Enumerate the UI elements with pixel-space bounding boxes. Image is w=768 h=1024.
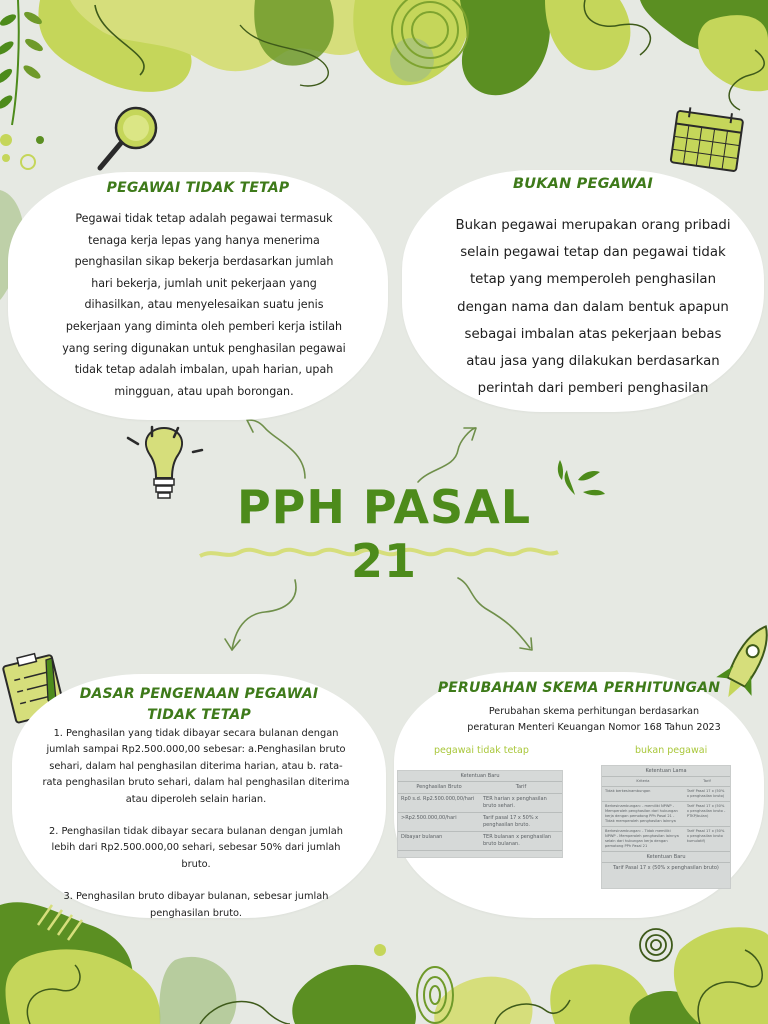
table-cell: TER harian x penghasilan bruto sehari. [480, 794, 562, 813]
grass-sprout-icon [558, 460, 605, 495]
arrow-to-pegawai-tidak-tetap [247, 414, 305, 478]
table-row [398, 794, 562, 813]
blob-top-circle [390, 38, 434, 82]
table-row [602, 802, 730, 827]
dot-decoration [21, 155, 35, 169]
table-row [398, 832, 562, 851]
spiral-icon [640, 929, 672, 961]
text-line: tidak tetap adalah imbalan, upah harian, upah [74, 363, 334, 377]
label-pegawai-tidak-tetap: pegawai tidak tetap [434, 745, 529, 756]
card-text [40, 726, 352, 938]
label-bukan-pegawai: bukan pegawai [635, 745, 708, 756]
table-row [602, 787, 730, 802]
table-row [602, 827, 730, 852]
card-heading: PEGAWAI TIDAK TETAP [106, 180, 290, 196]
card-dasar-pengenaan [12, 674, 386, 918]
text-line: dihasilkan, atau menyelesaikan suatu jenis [84, 298, 324, 312]
blob-bottom-lime-center [434, 977, 532, 1024]
leaf-branch-icon [0, 0, 45, 125]
text-line: Pegawai tidak tetap adalah pegawai termasuk [75, 212, 333, 225]
list-item: 3. Penghasilan bruto dibayar bulanan, sebesar jumlah penghasilan bruto. [63, 891, 329, 919]
text-line: mingguan, atau upah borongan. [114, 384, 294, 398]
table-header: Kriteria [602, 777, 684, 787]
blob-bottom-sage [159, 957, 236, 1024]
table-cell: Tidak berkesinambungan [602, 787, 684, 802]
text-line: yang sering digunakan untuk penghasilan pegawai [62, 341, 346, 355]
dot-decoration [374, 944, 386, 956]
arrow-to-bukan-pegawai [418, 428, 476, 482]
table-cell: Tarif Pasal 17 x (50% x penghasilan bruto kumulatif) [684, 827, 730, 852]
text-line: pekerjaan yang diminta oleh pemberi kerja istilah [65, 319, 343, 333]
table-cell: Tarif Pasal 17 x (50% x penghasilan bruto - PTKP/bulan) [684, 802, 730, 827]
table-cell: Tarif Pasal 17 x (50% x penghasilan bruto) [684, 787, 730, 802]
text-line: hari bekerja, jumlah unit pekerjaan yang [91, 276, 317, 290]
card-bukan-pegawai [402, 170, 764, 412]
table-header: Tarif [684, 777, 730, 787]
table-caption: Ketentuan Baru [602, 852, 730, 863]
arrow-to-dasar-pengenaan [225, 580, 296, 650]
table-header-row [398, 782, 562, 794]
table-cell: >Rp2.500.000,00/hari [398, 813, 480, 832]
card-heading: DASAR PENGENAAN PEGAWAI TIDAK TETAP [79, 686, 319, 723]
blob-bottom-green-center [292, 965, 416, 1024]
card-pegawai-tidak-tetap [8, 172, 388, 420]
card-heading: PERUBAHAN SKEMA PERHITUNGAN [437, 680, 721, 696]
page-title: PPH PASAL 21 [236, 480, 532, 588]
text-line: dengan nama dan dalam bentuk apapun [457, 299, 729, 315]
list-item: 1. Penghasilan yang tidak dibayar secara bulanan dengan jumlah sampai Rp2.500.000,00 sebesar: a.Penghasilan bruto sehari, dalam hal penghasilan diterima harian, atau b. rata-rata penghasilan bruto sehari, dalam hal penghasilan diterima atau diperoleh selain harian. [42, 728, 350, 805]
card-intro-text: Perubahan skema perhitungan berdasarkan peraturan Menteri Keuangan Nomor 168 Tahun 2023 [467, 706, 721, 733]
dot-decoration [2, 154, 10, 162]
table-ketentuan-lama [601, 765, 731, 889]
text-line: selain pegawai tetap dan pegawai tidak [460, 245, 726, 261]
table-cell: Tarif pasal 17 x 50% x penghasilan bruto. [480, 813, 562, 832]
text-line: sebagai imbalan atas pekerjaan bebas [464, 326, 722, 342]
blob-bottom-lime-left [6, 949, 161, 1024]
table-header: Tarif [480, 782, 562, 794]
blob-top-lime-corner [698, 15, 768, 91]
blob-top-lime-right [545, 0, 630, 70]
text-line: tenaga kerja lepas yang hanya menerima [88, 233, 320, 247]
table-caption: Ketentuan Lama [602, 766, 730, 777]
table-cell: Tarif Pasal 17 x (50% x penghasilan bruto) [613, 865, 719, 871]
table-cell: Dibayar bulanan [398, 832, 480, 851]
table-row [398, 813, 562, 832]
magnifier-icon [100, 108, 156, 168]
text-line: Bukan pegawai merupakan orang pribadi [455, 218, 731, 233]
table-cell: Berkesinambungan: - memiliki NPWP - Memperoleh penghasilan dari hubungan kerja dengan pemotong PPh Pasal 21 - Tidak memperoleh penghasilan lainnya [602, 802, 684, 827]
blob-bottom-lime-corner [674, 927, 768, 1024]
text-line: penghasilan sikap bekerja berdasarkan jumlah [74, 255, 334, 269]
table-caption: Ketentuan Baru [398, 771, 562, 782]
text-line: perintah dari pemberi penghasilan [477, 381, 709, 397]
card-heading: BUKAN PEGAWAI [512, 176, 654, 192]
blob-top-darkgreen [460, 0, 550, 95]
table-cell: Rp0 s.d. Rp2.500.000,00/hari [398, 794, 480, 813]
calendar-icon [671, 106, 744, 172]
dot-decoration [36, 136, 44, 144]
table-cell: TER bulanan x penghasilan bruto bulanan. [480, 832, 562, 851]
card-text [436, 212, 750, 402]
text-line: atau jasa yang dilakukan berdasarkan [466, 354, 720, 370]
dot-decoration [0, 134, 12, 146]
list-item: 2. Penghasilan tidak dibayar secara bulanan dengan jumlah lebih dari Rp2.500.000,00 sehari, sebesar 50% dari jumlah bruto. [48, 826, 343, 870]
table-header: Penghasilan Bruto [398, 782, 480, 794]
text-line: tetap yang memperoleh penghasilan [469, 272, 717, 288]
table-cell: Berkesinambungan: - Tidak memiliki NPWP - Memperoleh penghasilan lainnya selain dari hubungan kerja dengan pemotong PPh Pasal 21 [602, 827, 684, 852]
arrow-to-perubahan-skema [458, 578, 532, 650]
card-text [54, 208, 354, 402]
lightbulb-icon [128, 427, 202, 498]
table-ketentuan-baru [397, 770, 563, 858]
table-header-row [602, 777, 730, 787]
